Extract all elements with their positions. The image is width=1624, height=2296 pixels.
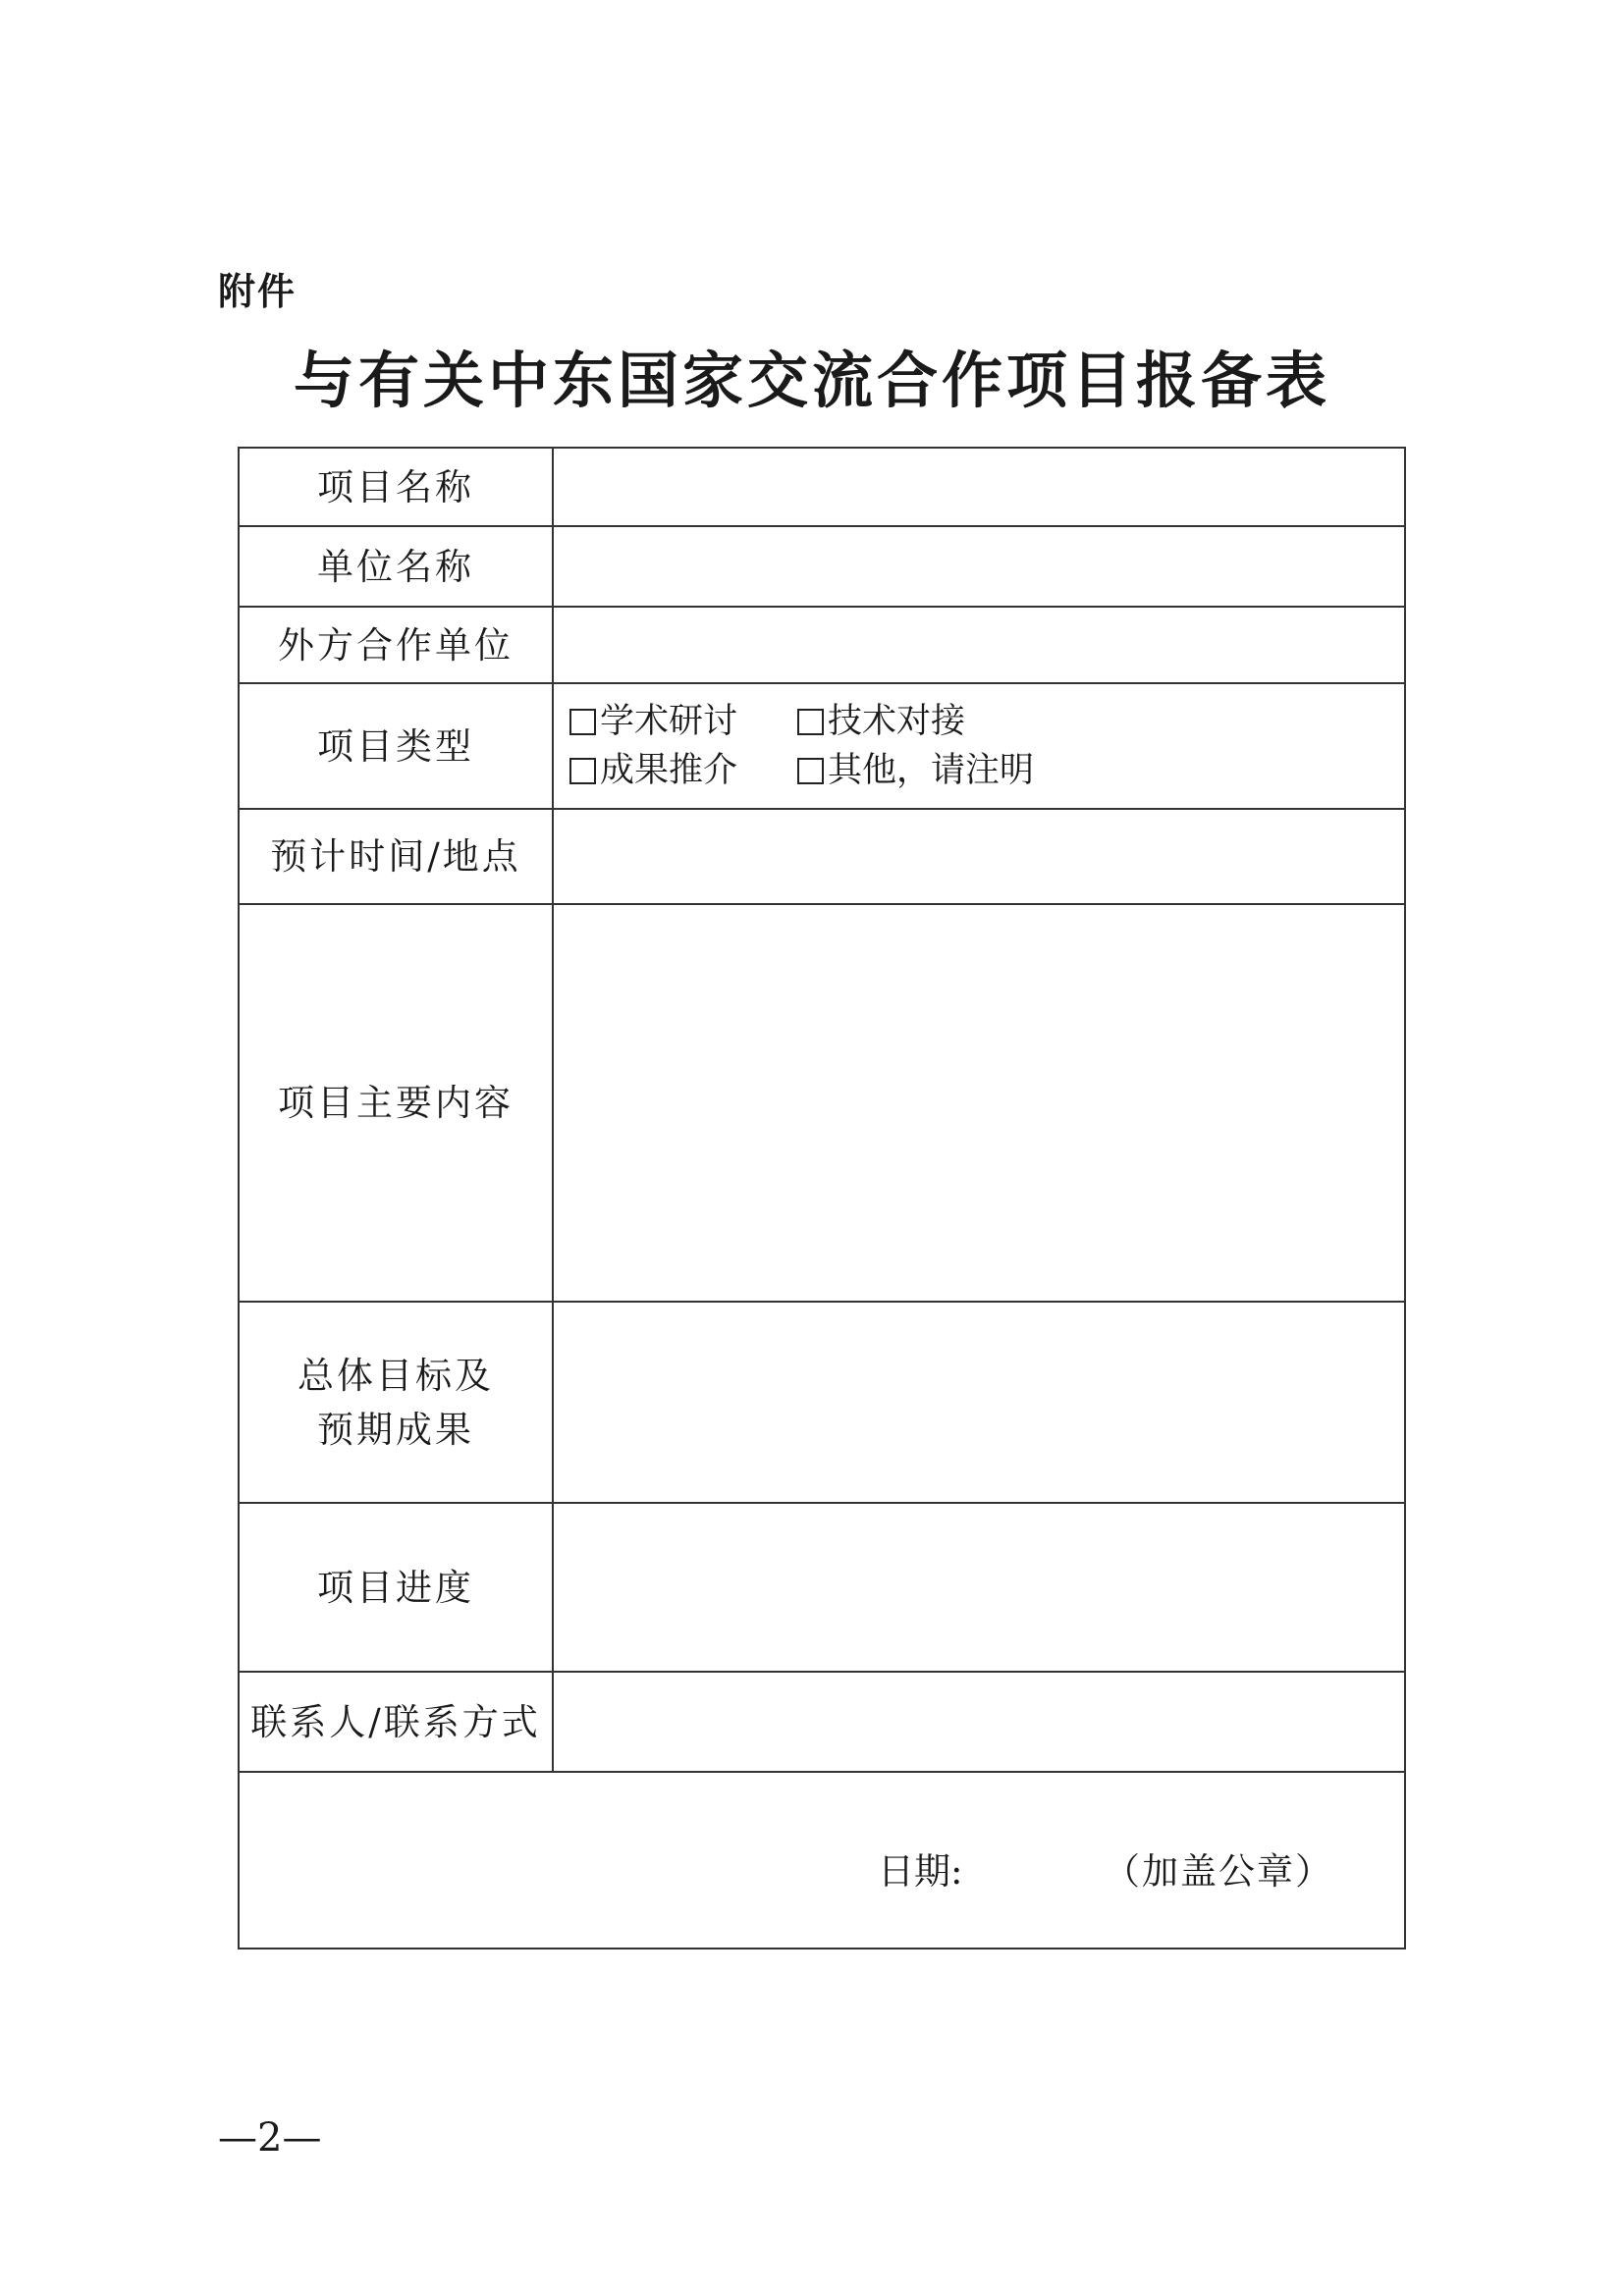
row-foreign-partner <box>239 607 1405 683</box>
goals-label-line1: 总体目标及 <box>298 1354 494 1397</box>
unit-name-label: 单位名称 <box>239 526 553 607</box>
row-project-type <box>239 683 1405 809</box>
option-tech-matching[interactable] <box>797 697 1025 746</box>
report-form-table <box>238 447 1406 1949</box>
option-other[interactable] <box>797 746 1035 795</box>
form-title: 与有关中东国家交流合作项目报备表 <box>293 345 1330 416</box>
project-type-label: 项目类型 <box>239 683 553 809</box>
contact-field[interactable] <box>553 1672 1405 1772</box>
row-goals <box>239 1302 1405 1503</box>
row-project-name <box>239 448 1405 526</box>
checkbox[interactable] <box>569 709 596 735</box>
date-label: 日期: <box>878 1850 963 1893</box>
row-main-content <box>239 904 1405 1302</box>
option-label: 成果推介 <box>600 751 738 790</box>
option-label: 学术研讨 <box>600 702 738 741</box>
goals-label-line2: 预期成果 <box>317 1408 474 1451</box>
row-signature <box>239 1772 1405 1949</box>
progress-label: 项目进度 <box>239 1503 553 1672</box>
main-content-label: 项目主要内容 <box>239 904 553 1302</box>
foreign-partner-field[interactable] <box>553 607 1405 683</box>
row-unit-name <box>239 526 1405 607</box>
option-label: 其他，请注明 <box>828 751 1035 790</box>
project-type-options <box>553 683 1405 809</box>
contact-label: 联系人/联系方式 <box>239 1672 553 1772</box>
page-number: —2— <box>218 2115 322 2161</box>
checkbox[interactable] <box>797 709 824 735</box>
checkbox[interactable] <box>569 758 596 784</box>
time-location-field[interactable] <box>553 809 1405 904</box>
project-name-label: 项目名称 <box>239 448 553 526</box>
option-label: 技术对接 <box>828 702 966 741</box>
progress-field[interactable] <box>553 1503 1405 1672</box>
main-content-field[interactable] <box>553 904 1405 1302</box>
foreign-partner-label: 外方合作单位 <box>239 607 553 683</box>
row-time-location <box>239 809 1405 904</box>
signature-cell[interactable] <box>239 1772 1405 1949</box>
checkbox[interactable] <box>797 758 824 784</box>
seal-label: （加盖公章） <box>1104 1850 1333 1893</box>
row-contact <box>239 1672 1405 1772</box>
goals-label <box>239 1302 553 1503</box>
row-progress <box>239 1503 1405 1672</box>
project-name-field[interactable] <box>553 448 1405 526</box>
unit-name-field[interactable] <box>553 526 1405 607</box>
goals-field[interactable] <box>553 1302 1405 1503</box>
time-location-label: 预计时间/地点 <box>239 809 553 904</box>
option-results-promotion[interactable] <box>569 746 797 795</box>
option-academic-seminar[interactable] <box>569 697 797 746</box>
attachment-label: 附件 <box>218 270 298 313</box>
